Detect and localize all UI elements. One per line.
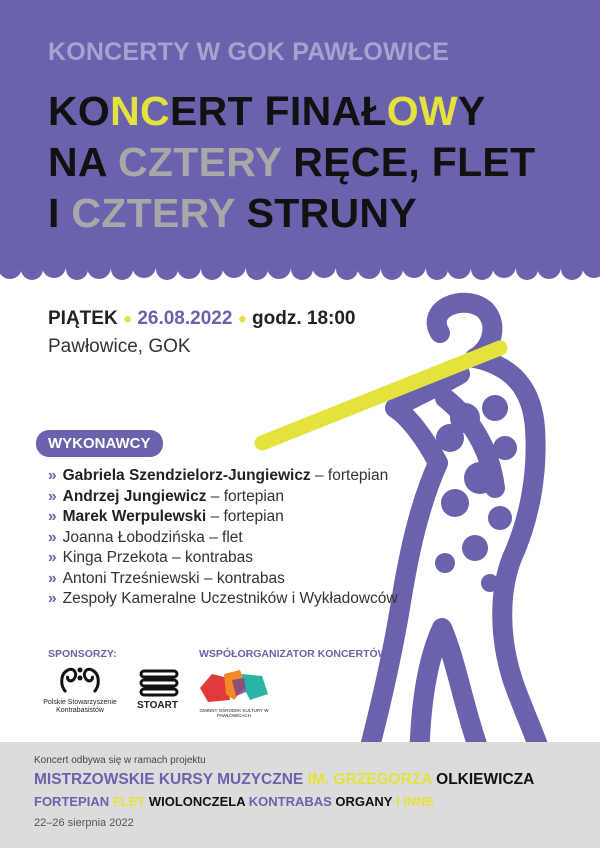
sponsors-label: SPONSORZY:	[48, 648, 117, 660]
event-time: godz. 18:00	[252, 308, 356, 329]
list-item: » Kinga Przekota – kontrabas	[48, 549, 254, 566]
event-place: Pawłowice, GOK	[48, 336, 191, 357]
gok-logo-text: GMINNY OŚRODEK KULTURY W PAWŁOWICACH	[199, 708, 269, 718]
psk-logo-icon	[58, 664, 102, 696]
series-title: KONCERTY W GOK PAWŁOWICE	[48, 38, 450, 66]
title-line-1: KONCERT FINAŁOWY	[48, 88, 486, 134]
separator-dot: ●	[122, 310, 133, 328]
list-item: » Gabriela Szendzielorz-Jungiewicz – fortepian	[48, 467, 389, 484]
performers-label: WYKONAWCY	[36, 430, 163, 457]
event-day: PIĄTEK	[48, 308, 118, 329]
stoart-logo-text: STOART	[137, 700, 178, 711]
gok-logo-icon	[198, 666, 270, 708]
list-item: » Antoni Trześniewski – kontrabas	[48, 569, 285, 587]
title-line-2: NA CZTERY RĘCE, FLET	[48, 139, 536, 185]
header-scallop-edge	[0, 250, 600, 290]
list-item: » Joanna Łobodzińska – flet	[48, 528, 243, 546]
page-title	[48, 86, 535, 239]
footer-note: Koncert odbywa się w ramach projektu	[34, 755, 206, 766]
separator-dot: ●	[237, 310, 247, 328]
list-item: » Marek Werpulewski – fortepian	[48, 508, 284, 525]
stoart-logo-icon	[138, 668, 182, 698]
title-line-3: I CZTERY STRUNY	[48, 190, 417, 236]
event-datetime	[48, 308, 356, 330]
footer-dates: 22–26 sierpnia 2022	[34, 817, 134, 829]
performers-list	[48, 466, 398, 610]
list-item: » Zespoły Kameralne Uczestników i Wykładowców	[48, 590, 398, 607]
event-date: 26.08.2022	[137, 308, 233, 329]
footer-project-title: MISTRZOWSKIE KURSY MUZYCZNE IM. GRZEGORZA OLKIEWICZA	[34, 771, 535, 788]
coorganizer-label: WSPÓŁORGANIZATOR KONCERTÓW:	[199, 648, 391, 660]
psk-logo-text: Polskie Stowarzyszenie Kontrabasistów	[43, 699, 117, 714]
footer-subjects: FORTEPIAN FLET WIOLONCZELA KONTRABAS ORGANY I INNE	[34, 794, 435, 809]
list-item: » Andrzej Jungiewicz – fortepian	[48, 487, 285, 505]
